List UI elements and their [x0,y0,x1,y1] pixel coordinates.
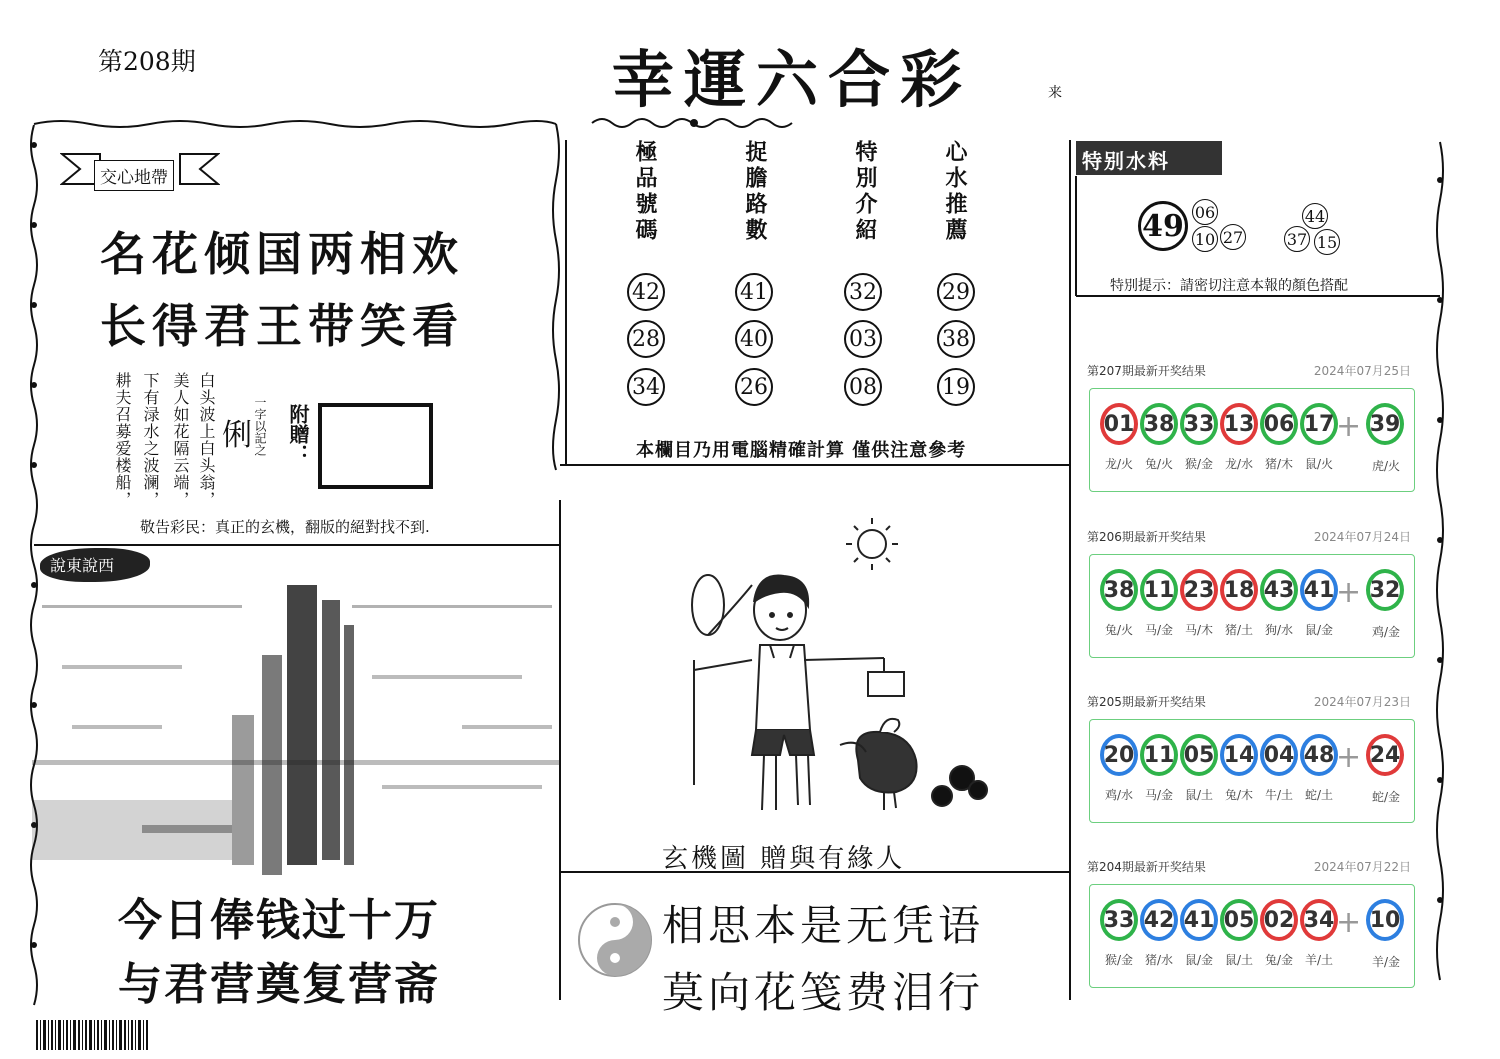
slogan-line: 与君营奠复营斋 [118,960,440,1009]
lottery-ball: 05 [1180,734,1218,776]
number-circle: 37 [1284,226,1310,252]
number-circle: 38 [937,320,975,358]
riddle-line: 美人如花隔云端， [171,372,190,508]
zodiac-label: 鼠/火 [1304,457,1334,471]
section-tag: 說東說西 [50,556,115,575]
lottery-ball: 17 [1300,403,1338,445]
number-circle: 28 [627,320,665,358]
number-circle: 40 [735,320,773,358]
lottery-ball: 01 [1100,403,1138,445]
lottery-ball: 05 [1220,899,1258,941]
zodiac-label: 鼠/土 [1184,788,1214,802]
special-ball: 32 [1366,569,1404,611]
zodiac-label: 鼠/金 [1184,953,1214,967]
section-tag: 交心地帶 [94,160,174,191]
lottery-ball: 11 [1140,734,1178,776]
lottery-ball: 38 [1140,403,1178,445]
number-circle: 41 [735,273,773,311]
tip-text: 特別提示：請密切注意本報的顏色搭配 [1110,278,1348,294]
result-date: 2024年07月22日 [1313,860,1411,874]
result-date: 2024年07月24日 [1313,530,1411,544]
zodiac-label: 蛇/土 [1304,788,1334,802]
lottery-ball: 06 [1260,403,1298,445]
number-circle: 27 [1220,224,1246,250]
result-card [1085,528,1419,694]
number-circle: 32 [844,273,882,311]
special-tag: 特别水料 [1082,149,1170,173]
page-title: 幸運六合彩 [612,43,973,116]
lottery-ball: 43 [1260,569,1298,611]
lottery-ball: 23 [1180,569,1218,611]
zodiac-label: 猪/水 [1144,953,1174,967]
zodiac-label: 牛/土 [1264,788,1294,802]
main-number-circle: 49 [1138,201,1188,251]
result-title: 第205期最新开奖结果 [1087,695,1206,709]
number-circle: 06 [1192,199,1218,225]
zodiac-label: 兔/木 [1224,788,1254,802]
result-title: 第204期最新开奖结果 [1087,860,1206,874]
zodiac-label: 兔/金 [1264,953,1294,967]
result-date: 2024年07月23日 [1313,695,1411,709]
lottery-ball: 42 [1140,899,1178,941]
gift-label: 附贈： [286,404,310,464]
slogan-line: 今日俸钱过十万 [118,896,440,945]
lottery-ball: 41 [1180,899,1218,941]
zodiac-label: 猪/土 [1224,623,1254,637]
column-header: 特別介紹 [852,140,878,244]
plus-icon: + [1336,740,1362,775]
poem-line: 名花倾国两相欢 [100,227,464,281]
zodiac-label: 龙/火 [1104,457,1134,471]
plus-icon: + [1336,409,1362,444]
lottery-ball: 04 [1260,734,1298,776]
poem-line: 长得君王带笑看 [100,299,464,353]
zodiac-label: 猴/金 [1184,457,1214,471]
plus-icon: + [1336,575,1362,610]
result-box [1089,719,1415,823]
zodiac-label: 蛇/金 [1371,790,1401,804]
gift-box [318,403,433,489]
special-ball: 39 [1366,403,1404,445]
zodiac-label: 鼠/土 [1224,953,1254,967]
result-box [1089,884,1415,988]
lottery-ball: 38 [1100,569,1138,611]
lottery-ball: 18 [1220,569,1258,611]
lottery-ball: 48 [1300,734,1338,776]
zodiac-label: 鸡/金 [1371,625,1401,639]
calc-note: 本欄目乃用電腦精確計算 僅供注意參考 [636,440,967,461]
plus-icon: + [1336,905,1362,940]
number-circle: 19 [937,368,975,406]
zodiac-label: 鼠/金 [1304,623,1334,637]
zodiac-label: 兔/火 [1104,623,1134,637]
result-card [1085,362,1419,528]
special-ball: 24 [1366,734,1404,776]
result-title: 第206期最新开奖结果 [1087,530,1206,544]
column-header: 捉膽路數 [742,140,768,244]
riddle-line: 下有渌水之波澜， [141,372,160,508]
number-circle: 08 [844,368,882,406]
column-header: 心水推薦 [942,140,968,244]
lottery-ball: 41 [1300,569,1338,611]
poem-line: 莫向花笺费泪行 [662,968,985,1017]
zodiac-label: 龙/水 [1224,457,1254,471]
number-circle: 42 [627,273,665,311]
lottery-ball: 13 [1220,403,1258,445]
riddle-line: 耕夫召募爱楼船， [113,372,132,508]
result-box [1089,388,1415,492]
zodiac-label: 狗/水 [1264,623,1294,637]
zodiac-label: 兔/火 [1144,457,1174,471]
title-mark: 来 [1048,85,1062,101]
poem-line: 相思本是无凭语 [662,901,985,950]
barcode-icon [36,1020,186,1050]
lottery-ball: 34 [1300,899,1338,941]
number-circle: 26 [735,368,773,406]
zodiac-label: 羊/土 [1304,953,1334,967]
lottery-ball: 20 [1100,734,1138,776]
number-circle: 29 [937,273,975,311]
number-circle: 44 [1302,203,1328,229]
riddle-hint: 一字以記之 [253,396,267,456]
riddle-illustration-icon [680,510,1000,820]
yin-yang-icon [575,900,655,980]
lottery-ball: 33 [1180,403,1218,445]
number-circle: 10 [1192,226,1218,252]
zodiac-label: 马/金 [1144,623,1174,637]
zodiac-label: 猴/金 [1104,953,1134,967]
warning-text: 敬告彩民：真正的玄機，翻版的絕對找不到. [140,518,430,536]
column-header: 極品號碼 [632,140,658,244]
illustration-caption: 玄機圖 贈與有緣人 [662,844,906,874]
title-ornament-icon [588,115,800,131]
issue-number: 第208期 [98,47,196,76]
number-circle: 34 [627,368,665,406]
special-ball: 10 [1366,899,1404,941]
zodiac-label: 鸡/水 [1104,788,1134,802]
lottery-ball: 02 [1260,899,1298,941]
number-circle: 03 [844,320,882,358]
zodiac-label: 羊/金 [1371,955,1401,969]
result-card [1085,693,1419,859]
number-circle: 15 [1314,229,1340,255]
zodiac-label: 虎/火 [1371,459,1401,473]
result-box [1089,554,1415,658]
riddle-line: 白头波上白头翁， [197,372,216,508]
scanned-text-area [32,545,560,877]
lottery-ball: 33 [1100,899,1138,941]
riddle-character: 俐 [222,418,252,453]
result-title: 第207期最新开奖结果 [1087,364,1206,378]
lottery-ball: 14 [1220,734,1258,776]
zodiac-label: 马/木 [1184,623,1214,637]
zodiac-label: 猪/木 [1264,457,1294,471]
lottery-ball: 11 [1140,569,1178,611]
zodiac-label: 马/金 [1144,788,1174,802]
result-date: 2024年07月25日 [1313,364,1411,378]
result-card [1085,858,1419,1024]
